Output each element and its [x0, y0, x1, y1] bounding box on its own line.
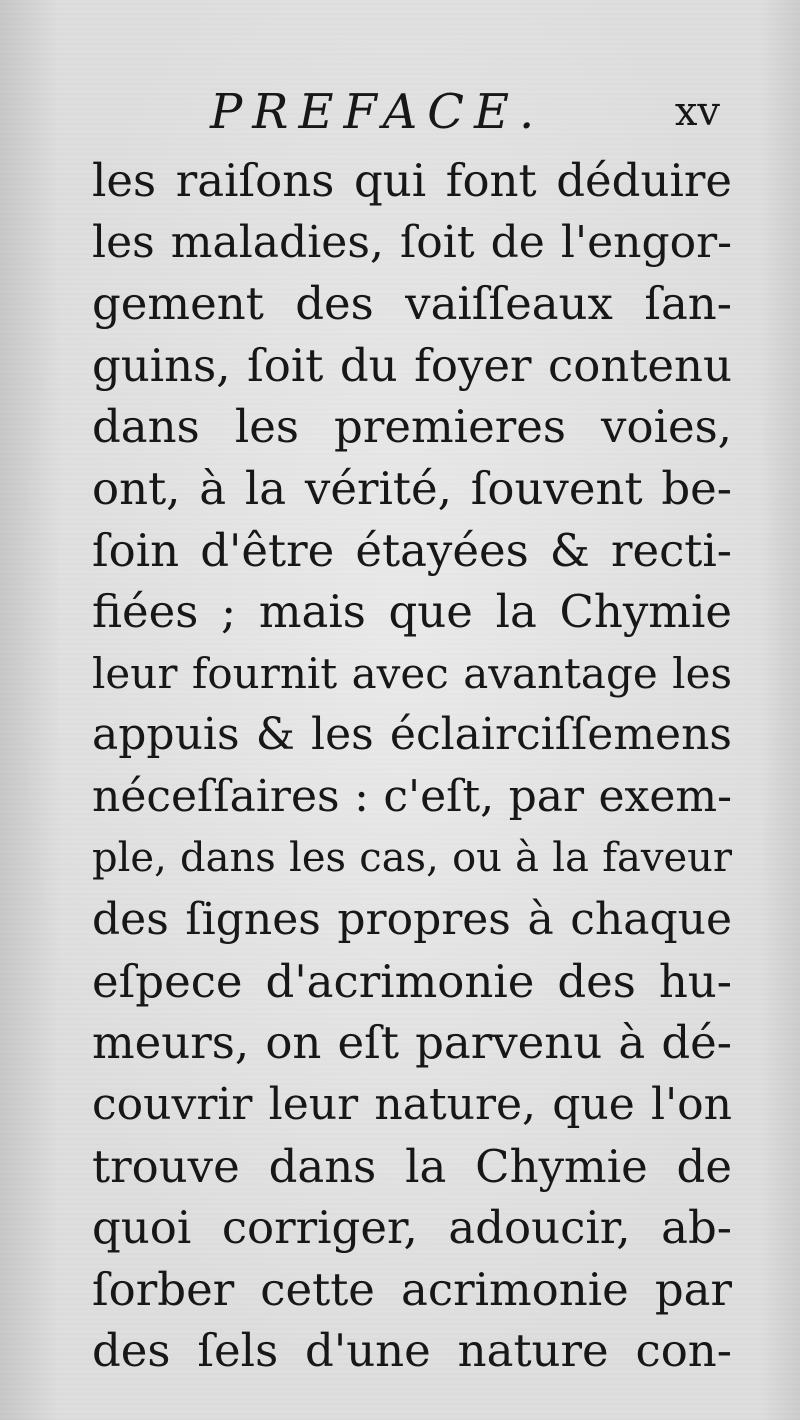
text-line: leur fournit avec avantage les	[92, 648, 732, 698]
text-line: ple, dans les cas, ou à la faveur	[92, 834, 732, 881]
text-line: des ſels d'une nature con-	[92, 1324, 732, 1378]
text-line: des ſignes propres à chaque	[92, 894, 732, 946]
running-head-title: PREFACE.	[210, 84, 545, 140]
text-line: fiées ; mais que la Chymie	[92, 585, 732, 639]
page-shadow-right	[760, 0, 800, 1420]
page-number: xv	[674, 89, 720, 135]
running-head	[210, 82, 720, 142]
text-line: ſoin d'être étayées & recti-	[92, 523, 732, 577]
text-line: néceſſaires : c'eſt, par exem-	[92, 770, 732, 822]
text-line: les raiſons qui font déduire	[92, 154, 732, 207]
text-line: couvrir leur nature, que l'on	[92, 1078, 732, 1130]
text-line: guins, ſoit du foyer contenu	[92, 338, 732, 392]
page-shadow-left	[0, 0, 60, 1420]
text-line: quoi corriger, adoucir, ab-	[92, 1201, 732, 1255]
text-line: meurs, on eſt parvenu à dé-	[92, 1016, 732, 1070]
text-line: gement des vaiſſeaux ſan-	[92, 277, 732, 331]
text-line: ſorber cette acrimonie par	[92, 1262, 732, 1316]
text-line: ont, à la vérité, ſouvent be-	[92, 461, 732, 515]
text-line: dans les premieres voies,	[92, 400, 732, 454]
text-line: les maladies, ſoit de l'engor-	[92, 216, 732, 268]
body-text	[92, 150, 732, 1382]
text-line: trouve dans la Chymie de	[92, 1139, 732, 1193]
text-line: appuis & les éclairciſſemens	[92, 709, 732, 761]
text-line: eſpece d'acrimonie des hu-	[92, 954, 732, 1008]
